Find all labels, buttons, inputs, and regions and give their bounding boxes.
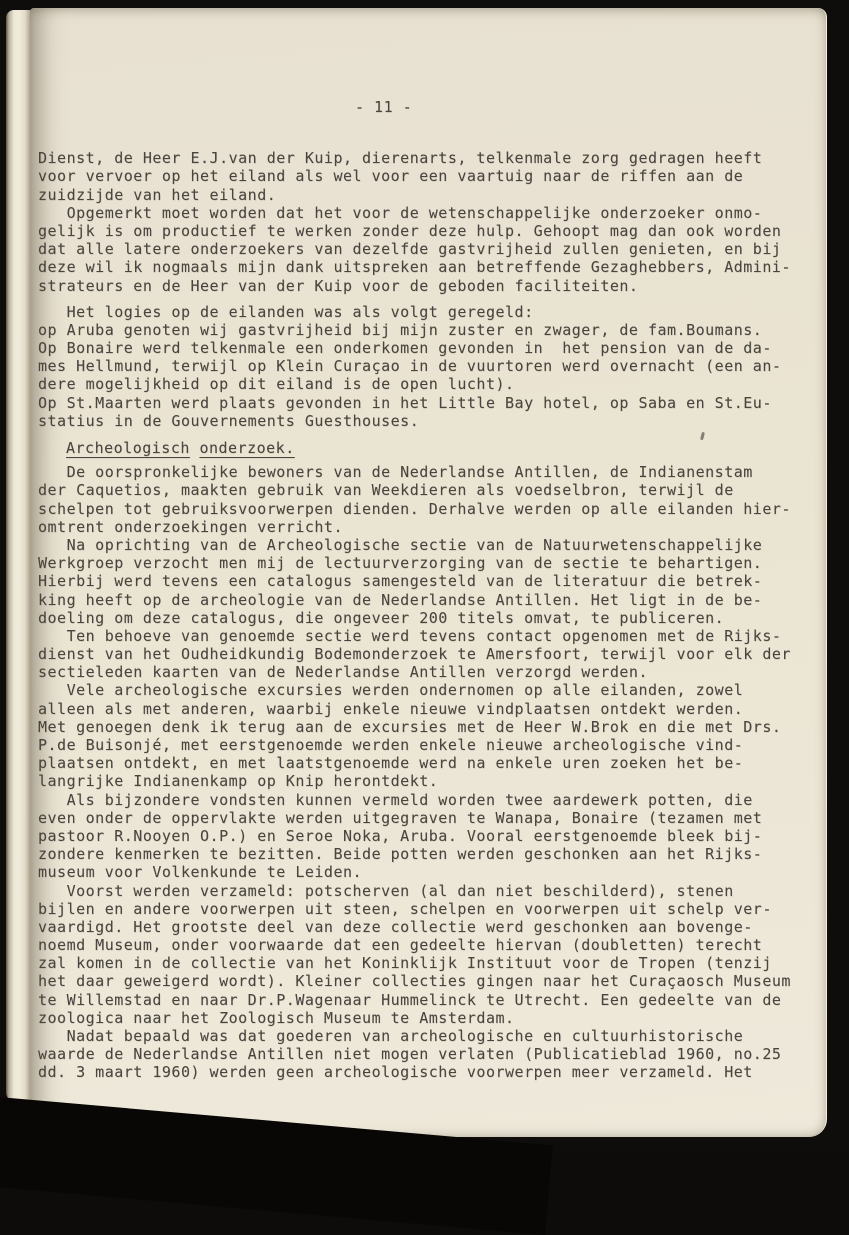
text-line: Dienst, de Heer E.J.van der Kuip, dierenarts, telkenmale zorg gedragen heeft bbox=[38, 149, 763, 168]
text-line: even onder de oppervlakte werden uitgegraven te Wanapa, Bonaire (tezamen met bbox=[38, 808, 763, 827]
text-line: Op St.Maarten werd plaats gevonden in het Little Bay hotel, op Saba en St.Eu- bbox=[38, 393, 772, 412]
text-line: museum voor Volkenkunde te Leiden. bbox=[38, 863, 363, 882]
text-line: Ten behoeve van genoemde sectie werd tevens contact opgenomen met de Rijks- bbox=[38, 626, 782, 645]
text-line: bijlen en andere voorwerpen uit steen, schelpen en voorwerpen uit schelp ver- bbox=[38, 899, 772, 918]
text-line: Vele archeologische excursies werden ondernomen op alle eilanden, zowel bbox=[38, 681, 744, 700]
text-line: Nadat bepaald was dat goederen van archeologische en cultuurhistorische bbox=[38, 1027, 744, 1045]
text-line: dd. 3 maart 1960) werden geen archeologische voorwerpen meer verzameld. Het bbox=[38, 1063, 753, 1082]
text-line: king heeft op de archeologie van de Nederlandse Antillen. Het ligt in de be- bbox=[38, 590, 763, 609]
text-line: Werkgroep verzocht men mij de lectuurverzorging van de sectie te behartigen. bbox=[38, 554, 763, 573]
text-line: P.de Buisonjé, met eerstgenoemde werden enkele nieuwe archeologische vind- bbox=[38, 736, 744, 754]
text-line: schelpen tot gebruiksvoorwerpen dienden. Derhalve werden op alle eilanden hier- bbox=[38, 499, 791, 518]
text-line: dat alle latere onderzoekers van dezelfde gastvrijheid zullen genieten, en bij bbox=[38, 240, 782, 259]
text-line: noemd Museum, onder voorwaarde dat een gedeelte hiervan (doubletten) terecht bbox=[38, 936, 763, 955]
text-line: zuidzijde van het eiland. bbox=[38, 185, 277, 204]
text-line: gelijk is om productief te werken zonder deze hulp. Gehoopt mag dan ook worden bbox=[38, 221, 782, 240]
text-line: plaatsen ontdekt, en met laatstgenoemde werd na enkele uren zoeken het be- bbox=[38, 754, 744, 773]
text-line: sectieleden kaarten van de Nederlandse Antillen verzorgd werden. bbox=[38, 663, 648, 682]
text-line: het daar geweigerd wordt). Kleiner collecties gingen naar het Curaçaosch Museum bbox=[38, 972, 791, 991]
text-line: Als bijzondere vondsten kunnen vermeld worden twee aardewerk potten, die bbox=[38, 790, 753, 809]
text-line: voor vervoer op het eiland als wel voor een vaartuig naar de riffen aan de bbox=[38, 167, 744, 186]
text-line: dienst van het Oudheidkundig Bodemonderzoek te Amersfoort, terwijl voor elk der bbox=[38, 645, 791, 664]
text-line: Voorst werden verzameld: potscherven (al dan niet beschilderd), stenen bbox=[38, 881, 734, 900]
section-heading bbox=[66, 439, 814, 457]
page-content bbox=[38, 98, 814, 1082]
text-line: langrijke Indianenkamp op Knip herontdekt. bbox=[38, 772, 439, 791]
text-line: vaardigd. Het grootste deel van deze collectie werd geschonken aan bovenge- bbox=[38, 917, 753, 936]
text-line: te Willemstad en naar Dr.P.Wagenaar Hummelinck te Utrecht. Een gedeelte van de bbox=[38, 990, 782, 1009]
text-line: zondere kenmerken te bezitten. Beide potten werden geschonken aan het Rijks- bbox=[38, 845, 763, 864]
paragraph bbox=[38, 149, 814, 295]
text-line: der Caquetios, maakten gebruik van Weekdieren als voedselbron, terwijl de bbox=[38, 481, 734, 500]
text-line: alleen als met anderen, waarbij enkele nieuwe vindplaatsen ontdekt werden. bbox=[38, 699, 744, 718]
paragraph bbox=[38, 303, 814, 430]
text-line: Opgemerkt moet worden dat het voor de wetenschappelijke onderzoeker onmo- bbox=[38, 203, 763, 222]
text-line: omtrent onderzoekingen verricht. bbox=[38, 517, 343, 536]
text-line: pastoor R.Nooyen O.P.) en Seroe Noka, Aruba. Vooral eerstgenoemde bleek bij- bbox=[38, 826, 763, 845]
text-line: Met genoegen denk ik terug aan de excursies met de Heer W.Brok en die met Drs. bbox=[38, 717, 782, 736]
text-line: doeling om deze catalogus, die ongeveer 200 titels omvat, te publiceren. bbox=[38, 608, 725, 627]
text-line: zal komen in de collectie van het Koninklijk Instituut voor de Tropen (tenzij bbox=[38, 954, 772, 973]
paragraph bbox=[38, 463, 814, 1081]
text-line: op Aruba genoten wij gastvrijheid bij mijn zuster en zwager, de fam.Boumans. bbox=[38, 320, 763, 339]
text-line: statius in de Gouvernements Guesthouses. bbox=[38, 411, 420, 430]
page-number: - 11 - bbox=[355, 98, 413, 116]
text-line: Op Bonaire werd telkenmale een onderkomen gevonden in het pension van de da- bbox=[38, 339, 772, 358]
text-line: Het logies op de eilanden was als volgt geregeld: bbox=[38, 302, 534, 321]
text-line: Na oprichting van de Archeologische sectie van de Natuurwetenschappelijke bbox=[38, 535, 763, 554]
document-page bbox=[30, 8, 827, 1137]
text-line: zoologica naar het Zoologisch Museum te Amsterdam. bbox=[38, 1008, 515, 1027]
text-line: Hierbij werd tevens een catalogus samengesteld van de literatuur die betrek- bbox=[38, 572, 763, 591]
text-line: mes Hellmund, terwijl op Klein Curaçao in de vuurtoren werd overnacht (een an- bbox=[38, 357, 782, 376]
text-line: dere mogelijkheid op dit eiland is de open lucht). bbox=[38, 375, 515, 394]
text-line: deze wil ik nogmaals mijn dank uitspreken aan betreffende Gezaghebbers, Admini- bbox=[38, 258, 791, 277]
text-line: waarde de Nederlandse Antillen niet mogen verlaten (Publicatieblad 1960, no.25 bbox=[38, 1045, 782, 1064]
text-line: De oorspronkelijke bewoners van de Nederlandse Antillen, de Indianenstam bbox=[38, 463, 753, 482]
section-heading-word: Archeologisch bbox=[66, 439, 190, 457]
section-heading-word: onderzoek. bbox=[199, 439, 295, 457]
text-line: strateurs en de Heer van der Kuip voor de geboden faciliteiten. bbox=[38, 276, 639, 295]
